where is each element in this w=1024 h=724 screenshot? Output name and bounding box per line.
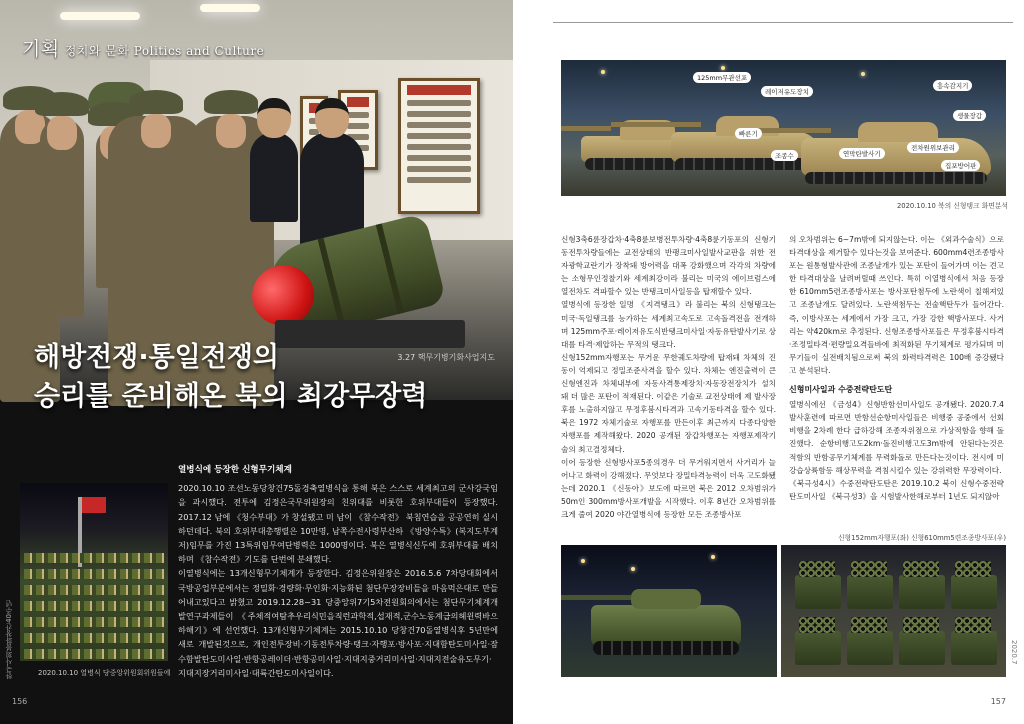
bottom-photo-caption: 신형152mm자행포(좌) 신형610mm5련조종방사포(우) bbox=[837, 534, 1006, 542]
headline-line-2: 승리를 준비해온 북의 최강무장력 bbox=[34, 381, 428, 412]
troop-row bbox=[24, 553, 164, 563]
tank-tag: 흥속감지기 bbox=[933, 80, 972, 91]
light bbox=[601, 70, 605, 74]
tank-tag: 생물장갑 bbox=[953, 110, 986, 121]
left-article-body bbox=[178, 463, 498, 680]
right-paragraph: 신형152mm자행포는 무거운 무한궤도차량에 탑재돼 차체의 진동이 억제되고 정밀조준사격을 할수 있다. 차체는 엔진출력이 큰 신형엔진과 차체내부에 자동사격통제장치·자동장전장치가 설치돼 더 많은 포탄이 적재된다. 이같은 기술로 교전상태에 제 발사장후를 노출하지않고 무정후붐시타격과 고속기동타격을 할수 있다. 북은 1972 자체기술로 자행포를 만든이후 최근까지 다종다양한 자행포를 제작해왔다. 2020 공개된 장갑차행포는 자행포제작기술의 최고결정체다. bbox=[561, 352, 776, 454]
left-article-heading: 열병식에 등장한 신형무기체계 bbox=[178, 465, 292, 475]
article-headline bbox=[34, 338, 427, 416]
headline-line-1: 해방전쟁·통일전쟁의 bbox=[34, 342, 279, 373]
troop-row bbox=[24, 585, 164, 595]
right-column-1 bbox=[561, 233, 776, 521]
top-rule bbox=[553, 22, 1013, 23]
person-figure bbox=[250, 132, 298, 222]
tank-caption: 2020.10.10 북의 신형탱크 화면분석 bbox=[896, 202, 1008, 210]
subheading: 신형미사일과 수중전략탄도탄 bbox=[789, 385, 893, 395]
light bbox=[721, 66, 725, 70]
ceiling-light bbox=[200, 4, 260, 12]
right-paragraph: 《북극성4시》수중전략탄도탄은 2019.10.2 북이 신형수중전략탄도미사일 《북극성3》을 시험발사한해로부터 1년도 되지않아 bbox=[789, 478, 1004, 501]
section-label-sub: 정치와 문화 Politics and Culture bbox=[64, 44, 265, 58]
parade-photo bbox=[20, 483, 168, 661]
officer-figure bbox=[40, 118, 84, 318]
launcher-vehicle bbox=[899, 631, 945, 665]
tank-tag: 레이저유도장치 bbox=[761, 86, 813, 97]
tank-tag: 조종수 bbox=[771, 150, 798, 161]
right-paragraph: 열병식에 등장한 일명 《지격탱크》라 불리는 북의 신형탱크는 미국·독일탱크를 능가하는 세계최고속도로 고속돌격전을 전개하며 125mm주포·레이저유도식반탱크미사일·자동유탄발사기로 상대를 타격·제압하는 무적의 탱크다. bbox=[561, 300, 776, 349]
section-label bbox=[22, 34, 264, 61]
tank-tag: 전차원위보관리 bbox=[907, 142, 959, 153]
right-paragraph: 신형3축6륜장갑차·4축8륜보병전투차량·4축8륜기동포의 신형기동전투차량들에는 교전상태의 반팽크미사일발사교판을 위한 전자광학교란기가 장착돼 방어력을 대폭 강화했으며 각각의 차량에는 소형무인정찰기와 세계최강이라 불리는 미국의 에이브럼스에열전차도 격파할수 있는 반탱크미사일등을 탑재할수 있다. bbox=[561, 235, 776, 297]
troop-row bbox=[24, 569, 164, 579]
left-vertical-label: 한국사회불화창간40주년 bbox=[5, 600, 13, 679]
self-propelled-gun-photo bbox=[561, 545, 777, 677]
tank-tag: 빠른기 bbox=[735, 128, 762, 139]
right-page-number: 157 bbox=[990, 697, 1006, 706]
troop-row bbox=[24, 633, 164, 643]
artillery-vehicle bbox=[591, 605, 741, 645]
right-page bbox=[513, 0, 1024, 724]
section-label-main: 기획 bbox=[22, 38, 60, 60]
hero-caption: 3.27 핵무기병기화사업지도 bbox=[397, 353, 495, 362]
launcher-vehicle bbox=[951, 631, 997, 665]
left-paragraph: 이열병식에는 13개신형무기체계가 등장한다. 김정은위원장은 2016.5.6 7차당대회에서 국방공업부문에서는 정밀화·경량화·무인화·지능화된 첨단무장장비들을 마음먹은대로 만들어내고있다고 밝혔고 2019.12.28~31 당중앙위7기5차전원회의에서는 첨단무기체계개발연구과제들이 《주체적여탐추우리식민을직런과학적,섭재적,군수노동계급의헤윈력바으하해기》에 선언했다. 13개신형무기체계는 2015.10.10 당창건70돌열병식후 5년만에 새로 개발된것으로, 개인전투장비·기동전투차량·탱크·자행포·방사포·지대함탄도미사일·잠수함발탄도미사일·반항공레이더·반항공미사일·지대지중거리미사일·지대지전술유도무기·지대지장거리미사일·대륙간탄도미사일이다. bbox=[178, 568, 498, 678]
tank-tag: 125mm무관선포 bbox=[693, 72, 751, 83]
right-vertical-label: 2020.7 bbox=[1010, 640, 1018, 665]
left-paragraph: 2020.10.10 조선노동당창건75돌경축열병식을 통해 북은 스스로 세계최고의 군사강국임을 과시했다. 전투에 김정은국무위원장의 친위대를 비롯한 호위부대들이 등장했다. 2017.12 남에 《청수부대》가 창설됐고 미 남이 《참수작전》 북침연습을 공공연히 실시하던데다. 북의 호위부대총행렬은 10만명, 남쪽수전사령부산하 《방양수특》(복지도부계저)임무를 가진 13특위임무여단병력은 1000명이다. 북은 열병식신두에 호위부대를 배치하며 《참수작전》기도를 단번에 분쇄했다. bbox=[178, 483, 498, 565]
light bbox=[581, 559, 585, 563]
light bbox=[861, 72, 865, 76]
tank-tag: 연막탄발사기 bbox=[839, 148, 885, 159]
right-paragraph: 이어 등장한 신형방사포5종의경우 더 무거워지면서 사거리가 늘어나고 화력이 강해졌다. 무엇보다 장밀타격능력이 더욱 고도화됐는데 2020.1 《신동아》보도에 따르면 북은 2012 오차범위가 50m인 300mm방사포개발을 시작했다. 이후 8년간 오차범위를 크게 줄여 2020 야간열병식에 등장한 모든 조종방사포 bbox=[561, 457, 776, 519]
right-column-2 bbox=[789, 233, 1004, 503]
launcher-vehicle bbox=[795, 631, 841, 665]
launcher-vehicle bbox=[847, 575, 893, 609]
right-paragraph: 열병식에선 《금성4》신형반함선미사일도 공개됐다. 2020.7.4 발사훈련에 따르면 반함선순항미사일들은 비행중 공중에서 선회비행을 2차례 한다 급하강해 조종자위점으로 가상적함을 향해 돌진했다. 순항비행고도2km·돌진비행고도3m밖에 안된다는것은 적함의 반함공무기체계를 무력화돌로 만든다는것이다. 전시에 미강습상륙함등 해상무력을 격침시킬수 있는 강위력한 무장력이다. bbox=[789, 400, 1004, 475]
launcher-vehicle bbox=[847, 631, 893, 665]
light bbox=[711, 555, 715, 559]
ceiling-light bbox=[60, 12, 140, 20]
parade-caption: 2020.10.10 열병식 당중앙위원회위원들에 bbox=[38, 669, 171, 677]
launcher-vehicle bbox=[899, 575, 945, 609]
troop-row bbox=[24, 649, 164, 659]
launcher-vehicle bbox=[951, 575, 997, 609]
tank-tag: 집포방어판 bbox=[941, 160, 980, 171]
left-page-number: 156 bbox=[12, 697, 28, 706]
troop-row bbox=[24, 601, 164, 611]
tank-photo bbox=[561, 60, 1006, 196]
launcher-vehicle bbox=[795, 575, 841, 609]
right-paragraph: 의 오차범위는 6~7m밖에 되지않는다. 이는 《외과수술식》으로 타격대상을 제거할수 있다는것을 보여준다. 600mm4련조종방사포는 원통형발사관에 조종날개가 있는 포탄이 들어가며 이는 견고한 타격대상을 날려버릴때 쓰인다. 특히 이열병식에서 처음 등장한 610mm5련조종방사포는 방사포탄첨두에 노란색이 칠해져있고 조종날개도 달려있다. 노란색첨두는 전술핵탄두가 들어간다. 즉, 이방사포는 세계에서 가장 크고, 가장 강한 핵방사포다. 사거리는 약420km로 추정된다. 신형조종방사포들은 무정후붐시타격·조정밀타격·편량밀요격들바에 최적화된 무기체계로 평가되며 미무기들이 실전배치됨으로써 북의 화력타격력은 100배 증강됐다고 분석된다. bbox=[789, 235, 1004, 375]
light bbox=[631, 567, 635, 571]
rocket-launcher-photo bbox=[781, 545, 1006, 677]
exhibit-poster bbox=[398, 78, 480, 214]
troop-row bbox=[24, 617, 164, 627]
